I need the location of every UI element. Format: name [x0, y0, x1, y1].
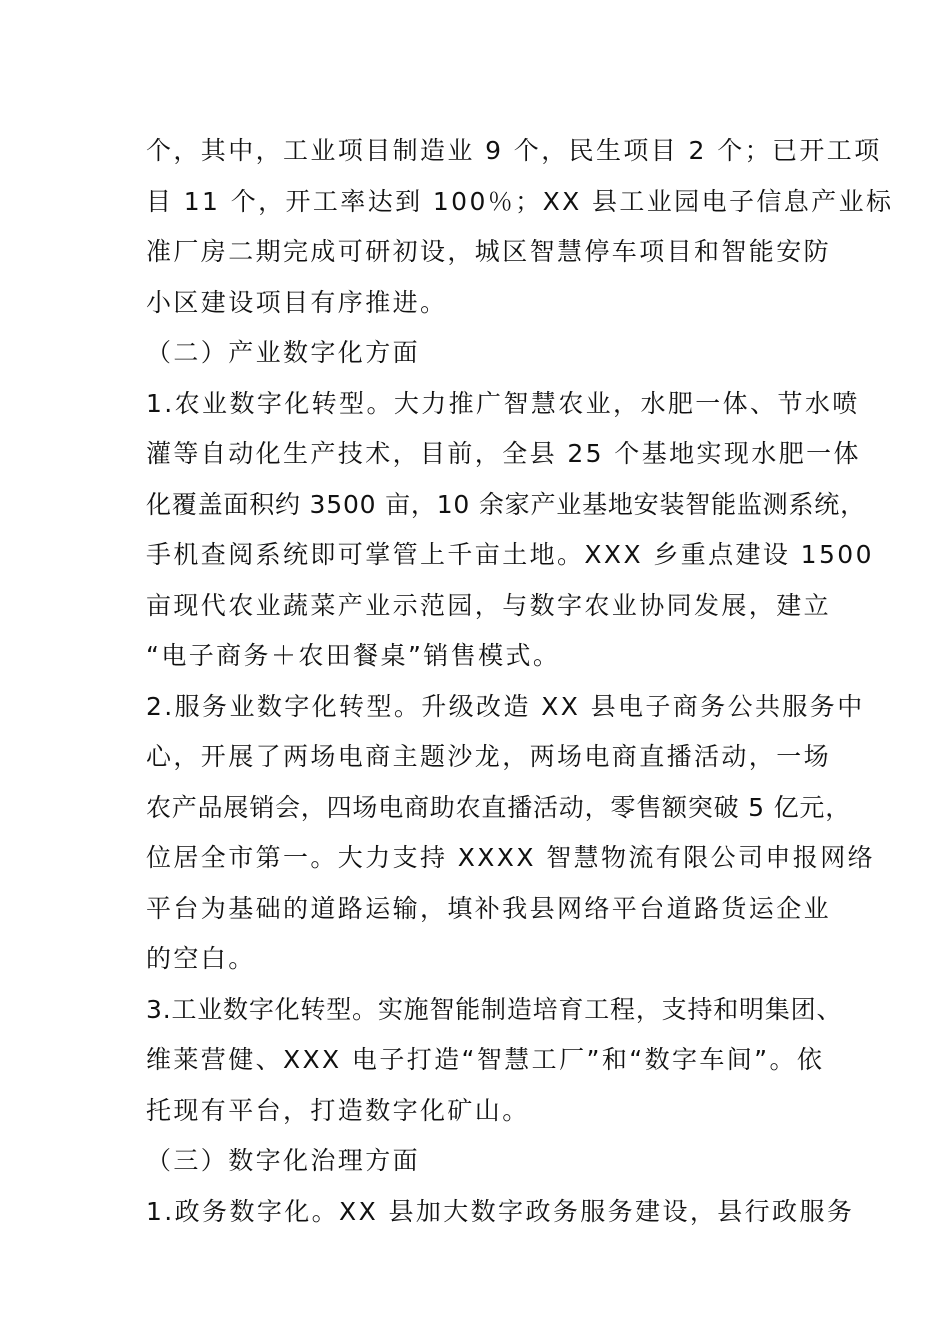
- text-line: 1.农业数字化转型。大力推广智慧农业，水肥一体、节水喷: [146, 388, 860, 418]
- text-line: 托现有平台，打造数字化矿山。: [146, 1095, 530, 1125]
- text-line: 小区建设项目有序推进。: [146, 287, 448, 317]
- text-line: 3.工业数字化转型。实施智能制造培育工程，支持和明集团、: [146, 994, 843, 1024]
- text-line: 个，其中，工业项目制造业 9 个，民生项目 2 个；已开工项: [146, 136, 882, 165]
- text-line: 手机查阅系统即可掌管上千亩土地。XXX 乡重点建设 1500: [146, 540, 874, 569]
- text-line: 准厂房二期完成可研初设，城区智慧停车项目和智能安防: [146, 237, 832, 266]
- text-line: 的空白。: [146, 944, 256, 973]
- text-line: 维莱营健、XXX 电子打造“智慧工厂”和“数字车间”。依: [146, 1045, 825, 1074]
- text-line: 心，开展了两场电商主题沙龙，两场电商直播活动，一场: [146, 742, 832, 771]
- text-line: 位居全市第一。大力支持 XXXX 智慧物流有限公司申报网络: [146, 843, 876, 872]
- text-line: 农产品展销会，四场电商助农直播活动，零售额突破 5 亿元，: [146, 792, 852, 822]
- text-line: 平台为基础的道路运输，填补我县网络平台道路货运企业: [146, 893, 832, 923]
- document-body: [146, 126, 894, 1237]
- text-line: 化覆盖面积约 3500 亩，10 余家产业基地安装智能监测系统，: [146, 489, 866, 519]
- text-line: 目 11 个，开工率达到 100％；XX 县工业园电子信息产业标: [146, 186, 894, 216]
- text-line: 1.政务数字化。XX 县加大数字政务服务建设，县行政服务: [146, 1196, 855, 1226]
- text-line: 2.服务业数字化转型。升级改造 XX 县电子商务公共服务中: [146, 691, 865, 721]
- section-heading: （三）数字化治理方面: [146, 1146, 421, 1175]
- text-line: 灌等自动化生产技术，目前，全县 25 个基地实现水肥一体: [146, 439, 861, 468]
- section-heading: （二）产业数字化方面: [146, 338, 421, 367]
- text-line: 亩现代农业蔬菜产业示范园，与数字农业协同发展，建立: [146, 590, 832, 620]
- text-line: “电子商务＋农田餐桌”销售模式。: [146, 641, 561, 670]
